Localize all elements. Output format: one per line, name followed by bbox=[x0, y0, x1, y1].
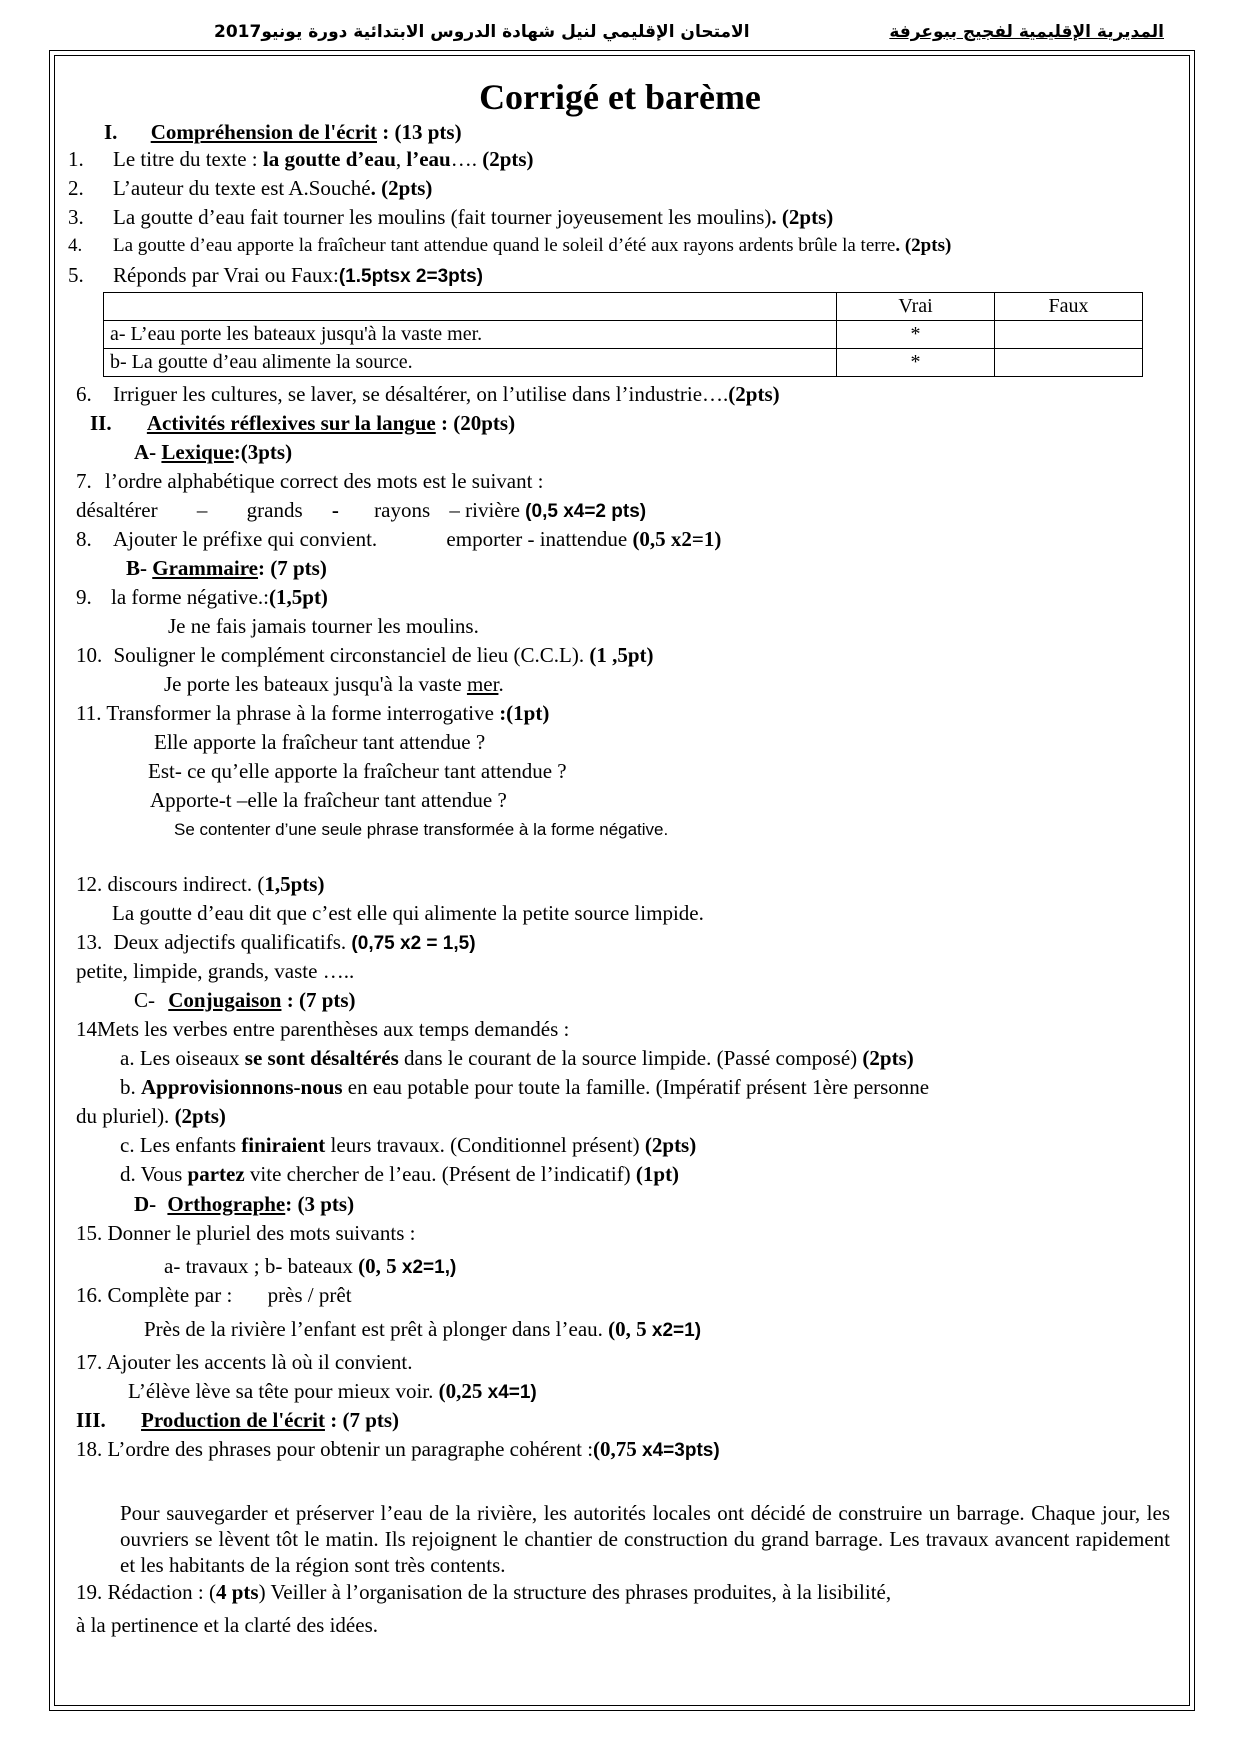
q7-number: 7. bbox=[76, 469, 92, 493]
question-9 bbox=[76, 585, 328, 609]
q14b-answer: Approvisionnons-nous bbox=[141, 1075, 343, 1099]
q10-answer-underlined: mer bbox=[466, 672, 499, 696]
question-11 bbox=[76, 701, 549, 725]
q13-answer: petite, limpide, grands, vaste ….. bbox=[76, 959, 355, 983]
section-2-heading bbox=[90, 411, 515, 435]
q1-points: (2pts) bbox=[482, 147, 534, 171]
q12-paren: ) bbox=[317, 872, 325, 896]
subsection-c-label: Conjugaison bbox=[168, 988, 282, 1012]
q15-answer-text: a- travaux ; b- bateaux bbox=[164, 1254, 359, 1278]
q15-text: Donner le pluriel des mots suivants : bbox=[107, 1221, 416, 1245]
subsection-a-points: :(3pts) bbox=[233, 440, 293, 464]
q13-number: 13. bbox=[76, 930, 103, 954]
q3-points: . (2pts) bbox=[771, 205, 834, 229]
q15-answer bbox=[164, 1254, 456, 1280]
question-1 bbox=[68, 147, 534, 171]
question-10 bbox=[76, 643, 654, 667]
table-row-vrai-mark: * bbox=[837, 321, 995, 349]
q14-number: 14 bbox=[76, 1017, 97, 1041]
q6-points: (2pts) bbox=[728, 382, 780, 406]
q4-text: La goutte d’eau apporte la fraîcheur tant attendue quand le soleil d’été aux rayons ardents brûle la terre bbox=[113, 235, 896, 256]
q4-number: 4. bbox=[68, 235, 83, 256]
q12-points: 1,5pts bbox=[264, 872, 318, 896]
question-15 bbox=[76, 1221, 415, 1245]
q11-number: 11. bbox=[76, 701, 102, 725]
q6-number: 6. bbox=[76, 382, 92, 406]
header-directorate: المديرية الإقليمية لفجيج ببوعرفة bbox=[889, 22, 1164, 42]
table-row bbox=[104, 321, 1143, 349]
q16-answer bbox=[144, 1317, 701, 1343]
q12-text: discours indirect. ( bbox=[107, 872, 265, 896]
q19-number: 19. bbox=[76, 1580, 103, 1604]
q7-word-1: désaltérer bbox=[76, 498, 158, 522]
section-1-label: Compréhension de l'écrit bbox=[150, 120, 377, 144]
q16-points-b: x2=1) bbox=[651, 1320, 702, 1341]
subsection-b-label: Grammaire bbox=[152, 556, 258, 580]
q8-answer: emporter - inattendue bbox=[446, 527, 633, 551]
q6-text: Irriguer les cultures, se laver, se désaltérer, on l’utilise dans l’industrie…. bbox=[113, 382, 729, 406]
q10-answer-text: Je porte les bateaux jusqu'à la vaste bbox=[164, 672, 467, 696]
q16-number: 16. bbox=[76, 1283, 103, 1307]
subsection-c-heading bbox=[134, 988, 356, 1012]
header-exam-title: الامتحان الإقليمي لنيل شهادة الدروس الابتدائية دورة يونيو2017 bbox=[214, 22, 750, 42]
q14d-points: (1pt) bbox=[635, 1162, 680, 1186]
q1-answer-a: la goutte d’eau bbox=[262, 147, 396, 171]
section-2-label: Activités réflexives sur la langue bbox=[146, 411, 436, 435]
q18-points-b: x4=3pts) bbox=[642, 1440, 720, 1461]
q12-number: 12. bbox=[76, 872, 103, 896]
subsection-b-points: : (7 pts) bbox=[258, 556, 327, 580]
q14a-answer: se sont désaltérés bbox=[244, 1046, 399, 1070]
table-header-empty bbox=[104, 293, 837, 321]
q10-answer-end: . bbox=[498, 672, 504, 696]
q14c-points: (2pts) bbox=[644, 1133, 697, 1157]
subsection-a-number: A- bbox=[134, 440, 157, 464]
subsection-b-heading bbox=[126, 556, 327, 580]
q7-dash-1: – bbox=[196, 498, 208, 522]
page-title: Corrigé et barème bbox=[479, 77, 761, 117]
q1-number: 1. bbox=[68, 147, 84, 171]
q14a-points: (2pts) bbox=[862, 1046, 914, 1070]
q5-number: 5. bbox=[68, 263, 84, 287]
q4-points: . (2pts) bbox=[895, 235, 952, 256]
q18-text: L’ordre des phrases pour obtenir un paragraphe cohérent : bbox=[107, 1437, 594, 1461]
q17-number: 17. bbox=[76, 1350, 103, 1374]
section-1-points: : (13 pts) bbox=[377, 120, 462, 144]
table-row-statement: a- L’eau porte les bateaux jusqu'à la vaste mer. bbox=[104, 321, 837, 349]
question-13 bbox=[76, 930, 476, 956]
section-3-heading bbox=[76, 1408, 399, 1432]
q16-options: près / prêt bbox=[267, 1283, 352, 1307]
q14-item-b-cont bbox=[76, 1104, 226, 1128]
q10-points: (1 ,5pt) bbox=[589, 643, 654, 667]
question-12 bbox=[76, 872, 324, 896]
q19-points: 4 pts bbox=[215, 1580, 259, 1604]
q16-points-a: (0, 5 bbox=[608, 1317, 652, 1341]
q7-word-4: – rivière bbox=[449, 498, 526, 522]
q14-text: Mets les verbes entre parenthèses aux temps demandés : bbox=[97, 1017, 570, 1041]
q14c-answer: finiraient bbox=[241, 1133, 326, 1157]
section-2-points: : (20pts) bbox=[435, 411, 516, 435]
q9-points: (1,5pt) bbox=[269, 585, 328, 609]
q19-text-line-2: à la pertinence et la clarté des idées. bbox=[76, 1613, 378, 1637]
section-2-number: II. bbox=[90, 411, 112, 435]
q17-answer bbox=[128, 1379, 537, 1405]
q13-points: (0,75 x2 = 1,5) bbox=[351, 933, 476, 954]
q17-points-a: (0,25 bbox=[438, 1379, 488, 1403]
q14b-tense-cont: du pluriel). bbox=[76, 1104, 175, 1128]
subsection-a-heading bbox=[134, 440, 292, 464]
q15-points-a: (0, 5 bbox=[358, 1254, 402, 1278]
subsection-c-number: C- bbox=[134, 988, 155, 1012]
question-16 bbox=[76, 1283, 352, 1307]
q2-points: . (2pts) bbox=[370, 176, 433, 200]
q8-number: 8. bbox=[76, 527, 92, 551]
q19-text-cont: ) Veiller à l’organisation de la structure des phrases produites, à la lisibilité, bbox=[258, 1580, 892, 1604]
section-1-number: I. bbox=[104, 120, 118, 144]
q14b-tense: en eau potable pour toute la famille. (Impératif présent 1ère personne bbox=[342, 1075, 930, 1099]
q15-points-b: x2=1,) bbox=[401, 1257, 457, 1278]
subsection-c-points: : (7 pts) bbox=[281, 988, 356, 1012]
section-3-label: Production de l'écrit bbox=[141, 1408, 325, 1432]
question-6 bbox=[76, 382, 780, 406]
subsection-b-number: B- bbox=[126, 556, 147, 580]
q16-text: Complète par : bbox=[107, 1283, 233, 1307]
q16-answer-text: Près de la rivière l’enfant est prêt à plonger dans l’eau. bbox=[144, 1317, 609, 1341]
q19-text: Rédaction : ( bbox=[107, 1580, 216, 1604]
q14d-tense: vite chercher de l’eau. (Présent de l’indicatif) bbox=[244, 1162, 636, 1186]
question-3 bbox=[68, 205, 834, 229]
section-3-points: : (7 pts) bbox=[324, 1408, 400, 1432]
q9-text: la forme négative.: bbox=[111, 585, 270, 609]
q11-answer-1: Elle apporte la fraîcheur tant attendue ? bbox=[154, 730, 486, 754]
q1-answer-b: l’eau bbox=[406, 147, 451, 171]
q10-text: Souligner le complément circonstanciel de lieu (C.C.L). bbox=[113, 643, 590, 667]
question-7 bbox=[76, 469, 544, 493]
q14d-answer: partez bbox=[187, 1162, 245, 1186]
q18-number: 18. bbox=[76, 1437, 103, 1461]
q3-number: 3. bbox=[68, 205, 84, 229]
table-header-vrai: Vrai bbox=[837, 293, 995, 321]
q14c-text: c. Les enfants bbox=[120, 1133, 242, 1157]
q5-points: (1.5ptsx 2=3pts) bbox=[338, 266, 483, 287]
q14-item-c bbox=[120, 1133, 696, 1157]
subsection-d-label: Orthographe bbox=[167, 1192, 286, 1216]
q2-number: 2. bbox=[68, 176, 84, 200]
q14b-label: b. bbox=[120, 1075, 141, 1099]
true-false-table bbox=[103, 292, 1143, 377]
q7-text: l’ordre alphabétique correct des mots est le suivant : bbox=[105, 469, 544, 493]
q15-number: 15. bbox=[76, 1221, 103, 1245]
q14a-tense: dans le courant de la source limpide. (Passé composé) bbox=[398, 1046, 863, 1070]
q14-item-d bbox=[120, 1162, 679, 1186]
question-2 bbox=[68, 176, 433, 200]
section-3-number: III. bbox=[76, 1408, 106, 1432]
q7-word-3: rayons bbox=[374, 498, 431, 522]
q10-answer bbox=[164, 672, 504, 696]
q14c-tense: leurs travaux. (Conditionnel présent) bbox=[325, 1133, 645, 1157]
table-row bbox=[104, 349, 1143, 377]
q11-note: Se contenter d’une seule phrase transformée à la forme négative. bbox=[174, 820, 669, 839]
q14b-points: (2pts) bbox=[174, 1104, 226, 1128]
q2-text: L’auteur du texte est A.Souché bbox=[113, 176, 371, 200]
q14-item-a bbox=[120, 1046, 914, 1070]
q11-points: :(1pt) bbox=[499, 701, 550, 725]
q11-answer-3: Apporte-t –elle la fraîcheur tant attendue ? bbox=[150, 788, 507, 812]
q7-points: (0,5 x4=2 pts) bbox=[525, 501, 647, 522]
q11-answer-2: Est- ce qu’elle apporte la fraîcheur tant attendue ? bbox=[148, 759, 567, 783]
table-row-statement: b- La goutte d’eau alimente la source. bbox=[104, 349, 837, 377]
q17-points-b: x4=1) bbox=[487, 1382, 537, 1403]
subsection-a-label: Lexique bbox=[161, 440, 234, 464]
q3-text: La goutte d’eau fait tourner les moulins (fait tourner joyeusement les moulins) bbox=[113, 205, 772, 229]
q5-text: Réponds par Vrai ou Faux: bbox=[113, 263, 339, 287]
question-19 bbox=[76, 1580, 891, 1604]
q17-answer-text: L’élève lève sa tête pour mieux voir. bbox=[128, 1379, 439, 1403]
subsection-d-points: : (3 pts) bbox=[285, 1192, 355, 1216]
q14a-text: a. Les oiseaux bbox=[120, 1046, 245, 1070]
q7-answer bbox=[76, 498, 646, 524]
question-17 bbox=[76, 1350, 413, 1374]
q18-points-a: (0,75 bbox=[593, 1437, 643, 1461]
q1-text: Le titre du texte : bbox=[113, 147, 263, 171]
question-18 bbox=[76, 1437, 720, 1463]
table-row-vrai-mark: * bbox=[837, 349, 995, 377]
q14d-text: d. Vous bbox=[120, 1162, 188, 1186]
q9-number: 9. bbox=[76, 585, 92, 609]
question-8 bbox=[76, 527, 721, 551]
table-row-faux-mark bbox=[995, 349, 1143, 377]
q7-word-2: grands bbox=[246, 498, 303, 522]
q1-ellipsis: …. bbox=[450, 147, 483, 171]
q12-answer: La goutte d’eau dit que c’est elle qui alimente la petite source limpide. bbox=[112, 901, 704, 925]
q18-paragraph: Pour sauvegarder et préserver l’eau de la rivière, les autorités locales ont décidé de construire un barrage. Chaque jour, les ouvriers se lèvent tôt le matin. Ils rejoignent le chantier de construction du grand barrage. Les travaux avancent rapidement et les habitants de la région sont très contents. bbox=[120, 1501, 1170, 1577]
q14-item-b bbox=[120, 1075, 929, 1099]
q8-points: (0,5 x2=1) bbox=[632, 527, 722, 551]
q13-text: Deux adjectifs qualificatifs. bbox=[113, 930, 352, 954]
question-14 bbox=[76, 1017, 569, 1041]
subsection-d-heading bbox=[134, 1192, 354, 1216]
q10-number: 10. bbox=[76, 643, 103, 667]
subsection-d-number: D- bbox=[134, 1192, 157, 1216]
q11-text: Transformer la phrase à la forme interrogative bbox=[106, 701, 500, 725]
q1-sep: , bbox=[395, 147, 407, 171]
table-header-faux: Faux bbox=[995, 293, 1143, 321]
q9-answer: Je ne fais jamais tourner les moulins. bbox=[168, 614, 479, 638]
q7-dash-2: - bbox=[331, 498, 339, 522]
table-header-row bbox=[104, 293, 1143, 321]
question-5 bbox=[68, 263, 483, 287]
table-row-faux-mark bbox=[995, 321, 1143, 349]
q17-text: Ajouter les accents là où il convient. bbox=[106, 1350, 413, 1374]
question-4 bbox=[68, 234, 952, 258]
section-1-heading bbox=[104, 120, 462, 144]
q8-text: Ajouter le préfixe qui convient. bbox=[113, 527, 378, 551]
